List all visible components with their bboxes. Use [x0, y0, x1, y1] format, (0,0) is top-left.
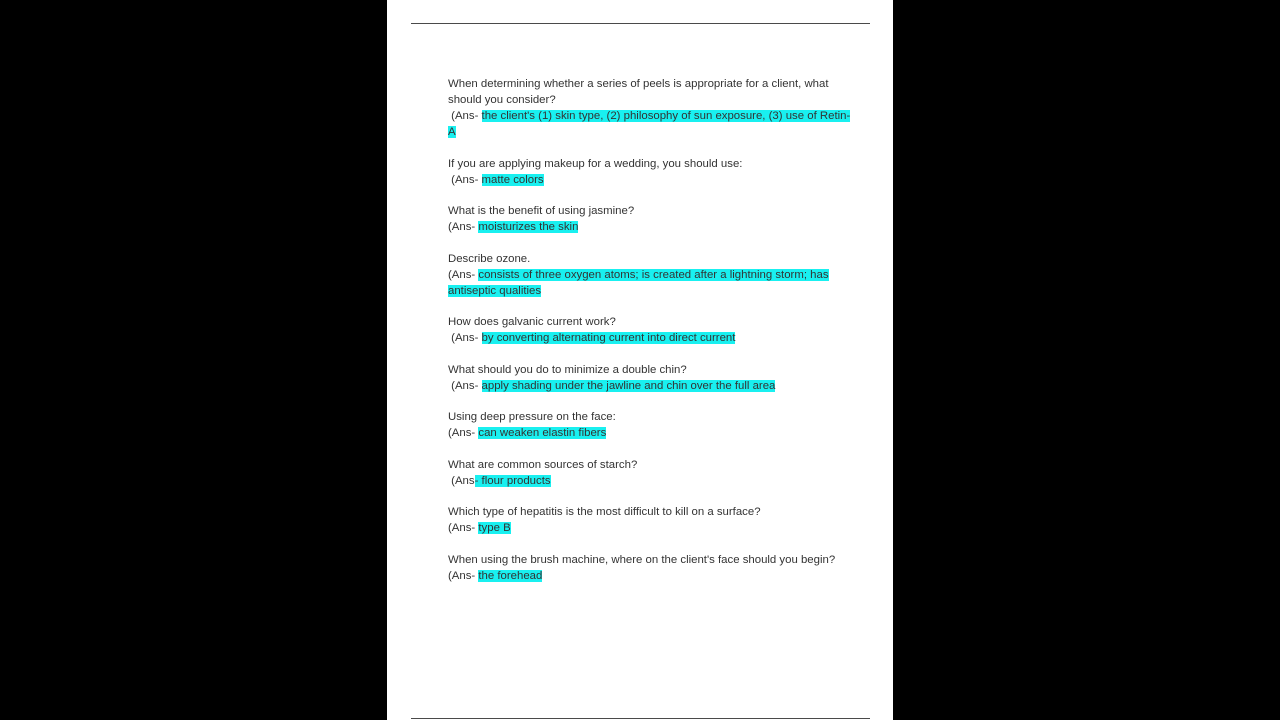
answer-prefix: (Ans-: [448, 522, 479, 534]
answer-line: [448, 219, 853, 235]
answer-highlight: can weaken elastin fibers: [478, 427, 607, 439]
question-text: When determining whether a series of peels is appropriate for a client, what should you consider?: [448, 78, 829, 106]
answer-highlight: - flour products: [474, 474, 551, 487]
answer-prefix: (Ans-: [448, 268, 479, 281]
answer-highlight: apply shading under the jawline and chin over the full area: [481, 379, 776, 392]
answer-highlight: type B: [478, 522, 511, 534]
qa-item: [448, 409, 853, 441]
qa-item: [448, 251, 853, 299]
qa-item: [448, 314, 853, 346]
question-text: What should you do to minimize a double chin?: [448, 363, 687, 376]
question-text: Which type of hepatitis is the most difficult to kill on a surface?: [448, 506, 761, 518]
qa-item: [448, 203, 853, 235]
answer-line: [448, 378, 853, 394]
answer-prefix: (Ans-: [448, 221, 479, 233]
bottom-divider: [411, 718, 870, 719]
qa-list: [448, 76, 853, 599]
answer-highlight: matte colors: [481, 173, 544, 186]
answer-highlight: consists of three oxygen atoms; is created after a lightning storm; has antiseptic qualities: [448, 268, 829, 297]
question-text: Describe ozone.: [448, 252, 531, 265]
qa-item: [448, 156, 853, 188]
answer-line: [448, 568, 853, 584]
qa-item: [448, 457, 853, 489]
top-divider: [411, 23, 870, 24]
question-text: How does galvanic current work?: [448, 316, 616, 328]
qa-item: [448, 76, 853, 140]
qa-item: [448, 362, 853, 394]
answer-prefix: (Ans-: [448, 427, 479, 439]
answer-line: [448, 267, 853, 299]
qa-item: [448, 504, 853, 536]
answer-line: [448, 520, 853, 536]
answer-highlight: the client's (1) skin type, (2) philosophy of sun exposure, (3) use of Retin-A: [448, 110, 851, 138]
question-text: If you are applying makeup for a wedding, you should use:: [448, 157, 743, 170]
answer-line: [448, 425, 853, 441]
answer-line: [448, 108, 853, 140]
question-text: What is the benefit of using jasmine?: [448, 205, 635, 217]
answer-prefix: (Ans-: [448, 569, 479, 582]
question-text: When using the brush machine, where on the client's face should you begin?: [448, 553, 836, 566]
qa-item: [448, 552, 853, 584]
answer-line: [448, 473, 853, 489]
answer-prefix: (Ans-: [448, 173, 482, 186]
answer-highlight: moisturizes the skin: [478, 221, 579, 233]
document-page: [387, 0, 893, 720]
question-text: What are common sources of starch?: [448, 458, 638, 471]
answer-prefix: (Ans-: [448, 110, 482, 122]
question-text: Using deep pressure on the face:: [448, 411, 616, 423]
answer-prefix: (Ans: [448, 474, 475, 487]
answer-prefix: (Ans-: [448, 332, 482, 344]
answer-highlight: by converting alternating current into direct current: [481, 332, 736, 344]
answer-line: [448, 330, 853, 346]
answer-highlight: the forehead: [478, 569, 543, 582]
answer-line: [448, 172, 853, 188]
answer-prefix: (Ans-: [448, 379, 482, 392]
